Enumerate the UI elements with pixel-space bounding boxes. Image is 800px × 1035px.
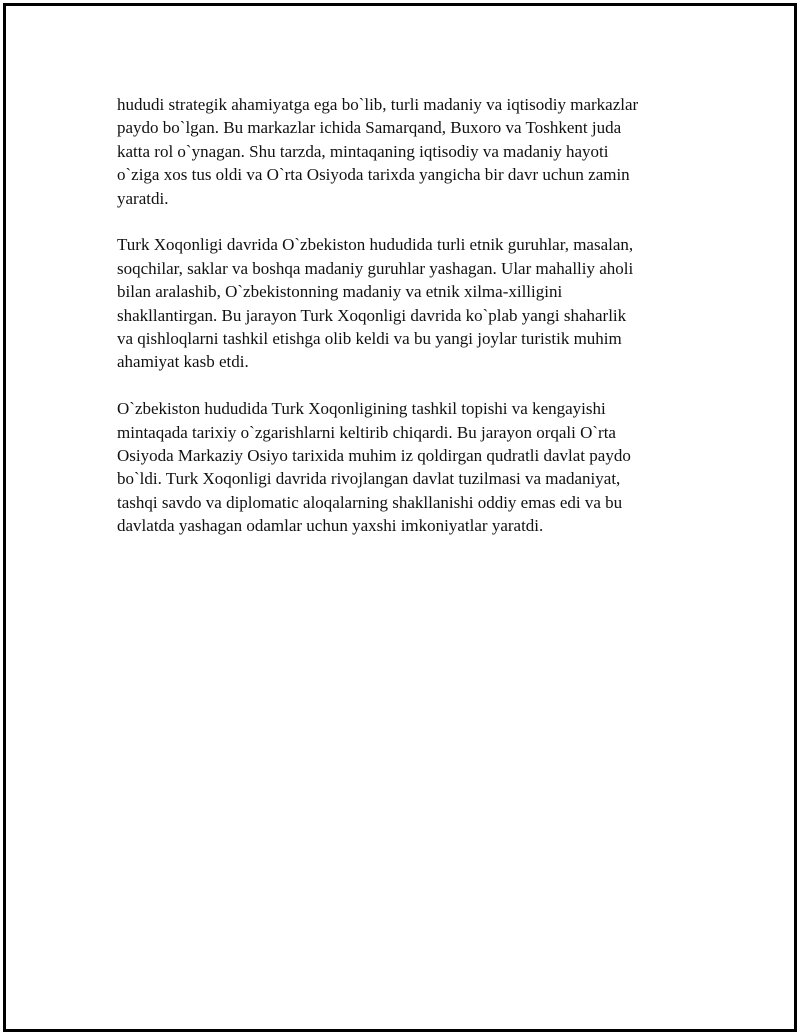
paragraph-3 xyxy=(117,397,697,537)
paragraph-line: tashqi savdo va diplomatic aloqalarning shakllanishi oddiy emas edi va bu xyxy=(117,492,623,512)
paragraph-line: hududi strategik ahamiyatga ega bo`lib, turli madaniy va iqtisodiy markazlar xyxy=(117,95,639,114)
paragraph-1 xyxy=(117,93,697,210)
paragraph-line: bo`ldi. Turk Xoqonligi davrida rivojlangan davlat tuzilmasi va madaniyat, xyxy=(117,469,621,489)
paragraph-line: va qishloqlarni tashkil etishga olib keldi va bu yangi joylar turistik muhim xyxy=(117,329,622,349)
paragraph-line: katta rol o`ynagan. Shu tarzda, mintaqaning iqtisodiy va madaniy hayoti xyxy=(117,141,609,161)
paragraph-line: paydo bo`lgan. Bu markazlar ichida Samarqand, Buxoro va Toshkent juda xyxy=(117,118,622,138)
paragraph-line: davlatda yashagan odamlar uchun yaxshi imkoniyatlar yaratdi. xyxy=(117,516,544,536)
paragraph-line: yaratdi. xyxy=(117,188,169,208)
paragraph-line: soqchilar, saklar va boshqa madaniy guruhlar yashagan. Ular mahalliy aholi xyxy=(117,258,634,278)
document-body xyxy=(117,93,697,561)
paragraph-line: mintaqada tarixiy o`zgarishlarni keltirib chiqardi. Bu jarayon orqali O`rta xyxy=(117,422,616,442)
paragraph-line: Osiyoda Markaziy Osiyo tarixida muhim iz qoldirgan qudratli davlat paydo xyxy=(117,446,631,466)
paragraph-line: bilan aralashib, O`zbekistonning madaniy va etnik xilma-xilligini xyxy=(117,282,563,302)
paragraph-line: Turk Xoqonligi davrida O`zbekiston hududida turli etnik guruhlar, masalan, xyxy=(117,235,634,255)
paragraph-line: O`zbekiston hududida Turk Xoqonligining tashkil topishi va kengayishi xyxy=(117,399,606,419)
paragraph-line: shakllantirgan. Bu jarayon Turk Xoqonligi davrida ko`plab yangi shaharlik xyxy=(117,305,627,325)
paragraph-line: o`ziga xos tus oldi va O`rta Osiyoda tarixda yangicha bir davr uchun zamin xyxy=(117,165,630,185)
paragraph-2 xyxy=(117,233,697,373)
paragraph-line: ahamiyat kasb etdi. xyxy=(117,352,249,372)
